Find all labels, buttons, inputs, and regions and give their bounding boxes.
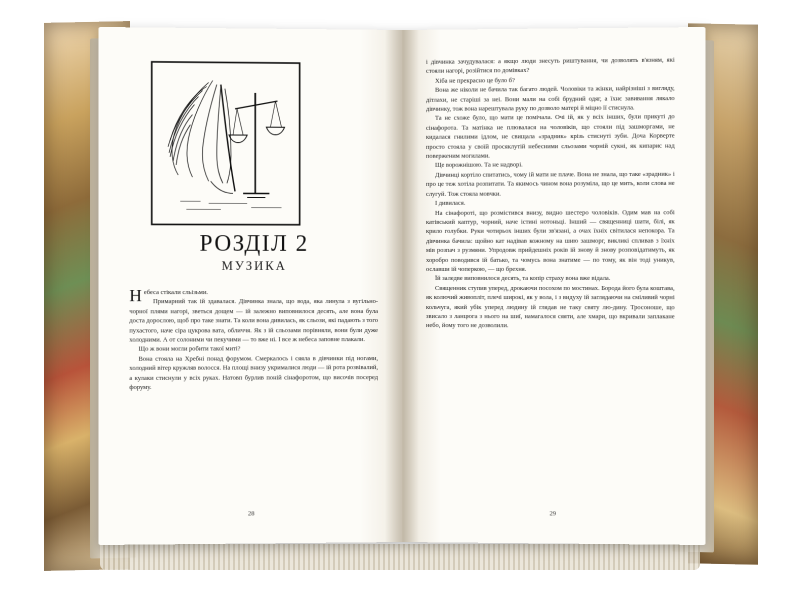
paragraph: Та не схоже було, що мати це помічала. Очі ій, як у всіх інших, були прикуті до сінафорота. Та матінка не плювалася на чоловіків, що стояли під зашморгами, не кидалася гнилими ідлом, не свищала «зрадник» крізь стиснуті зуби. Доча Корверте просто стояла у своїй просяклутій небесними сльозами чорній сукні, як кипарис над поверженим могилами.: [426, 113, 675, 160]
left-page-body: [129, 288, 378, 393]
paragraph: Вона же ніколи не бачила так багато людей. Чоловіки та жінки, найрізніші з вигляду, дітлахи, не старіші за неі. Вони мали на собі брудний одяг, а їхнє завивання лякало дівчинку, тож вона нарештувала руку по дозволо матері й міцно її стиснула.: [426, 85, 675, 113]
page-block-bottom-edge: [100, 544, 700, 570]
feather-quill-and-scales-engraving-icon: [150, 60, 302, 227]
paragraph: [129, 286, 378, 306]
paragraph: Священник ступив уперед, дрокаючи посохом по мостинах. Борода його була коштава, як колючий живопліт, плечі широкі, як у вола, і з видуху ій заглядаючи на сміливий чорні кольчуга, який убік уперед людину ій глядав не таку святу лю-дину. Тросоноше, що звисало з ланцюга з нього на шиї, намагалося сяяти, але хмари, що вкривали заплакане небо, йому того не дозволили.: [426, 284, 675, 330]
chapter-title: РОЗДІЛ 2: [199, 230, 309, 256]
page-number-right: 29: [549, 510, 557, 518]
paragraph-text: ебеса стікали сльізьми.: [143, 289, 209, 297]
paragraph: Примарний так ій здавалася. Дівчинка знала, що вода, яка линула з вугільно-чорної плями нагорі, зветься дощем — ій залежно виповнилося десять, але вона була доста дорослою, щоб про таке знати. Та коли вона дивилась, як сльози, які падають з того пухастого, наче сіра цукрова вата, обличчя. Як з ій сльозами порівняли, вони були дуже холодними. А от солоними чи пекучими — то вже ні. І все ж небеса заповне плакали.: [129, 298, 378, 344]
paragraph: Вона стояла на Хребні понад форумом. Смеркалось і сяяла в дівчинки під ногами, холодний вітер кружляв волосся. На площі внизу укрималися люди — ій рота розвівалий, а кулаки стиснули у всіх руках. Натовп бурлив поній сінафоротом, що височів посеред форуму.: [129, 354, 378, 392]
left-page: [99, 27, 402, 545]
paragraph: Ще ворожнішою. Та не надворі.: [435, 161, 523, 170]
paragraph: І дивилася.: [435, 199, 466, 207]
drop-cap: Н: [129, 286, 142, 306]
open-spread: [102, 30, 702, 542]
paragraph: Дівчинці кортіло спитатись, чому ій мати не плаче. Вона не знала, що таке «зрадник» і про це теж хотіла розпитати. Та якимось чином вона розуміла, що це мить, коли слова не слугуй. Тож стояла мовчки.: [426, 170, 675, 198]
paragraph: Що ж вони могли робити такої миті?: [138, 345, 241, 354]
paragraph: і дівчинка зачудувалася: а якщо люди знесуть риштування, чи дозволять в'язням, які стояли нагорі, розійтися по домівках?: [426, 56, 675, 76]
paragraph: Їй заледве виповнилося десять, та копір страху вона вже відала.: [435, 275, 611, 283]
paragraph: Хіба не прекрасно це було б?: [435, 76, 515, 85]
right-page-body: [426, 56, 675, 332]
right-page: [402, 27, 705, 545]
paragraph: На сінафороті, що розмістився внизу, видно шестеро чоловіків. Одим мав на собі катівський каптур, чорний, наче істині нотоньці. Інший — священниці шати, білі, як крило голубки. Руки чотирьох інших були зв'язані, а очах їхніх світилася непокора. Та дівчинка бачила: щойно кат надівав кожному на шию зашморг, викликі спливав з їхніх мів розпач з рузмяни. Упродовж прийдешніх років ій знову й знову розповідатимуть, як хоробро поводився ій батько, та чомусь вона знатиме — по тому, як він тоді уникув, ославши ій чоперкою, — що брехня.: [426, 208, 675, 273]
page-number-left: 28: [247, 510, 255, 518]
chapter-subtitle: МУЗИКА: [221, 258, 287, 273]
open-book: [40, 8, 760, 588]
